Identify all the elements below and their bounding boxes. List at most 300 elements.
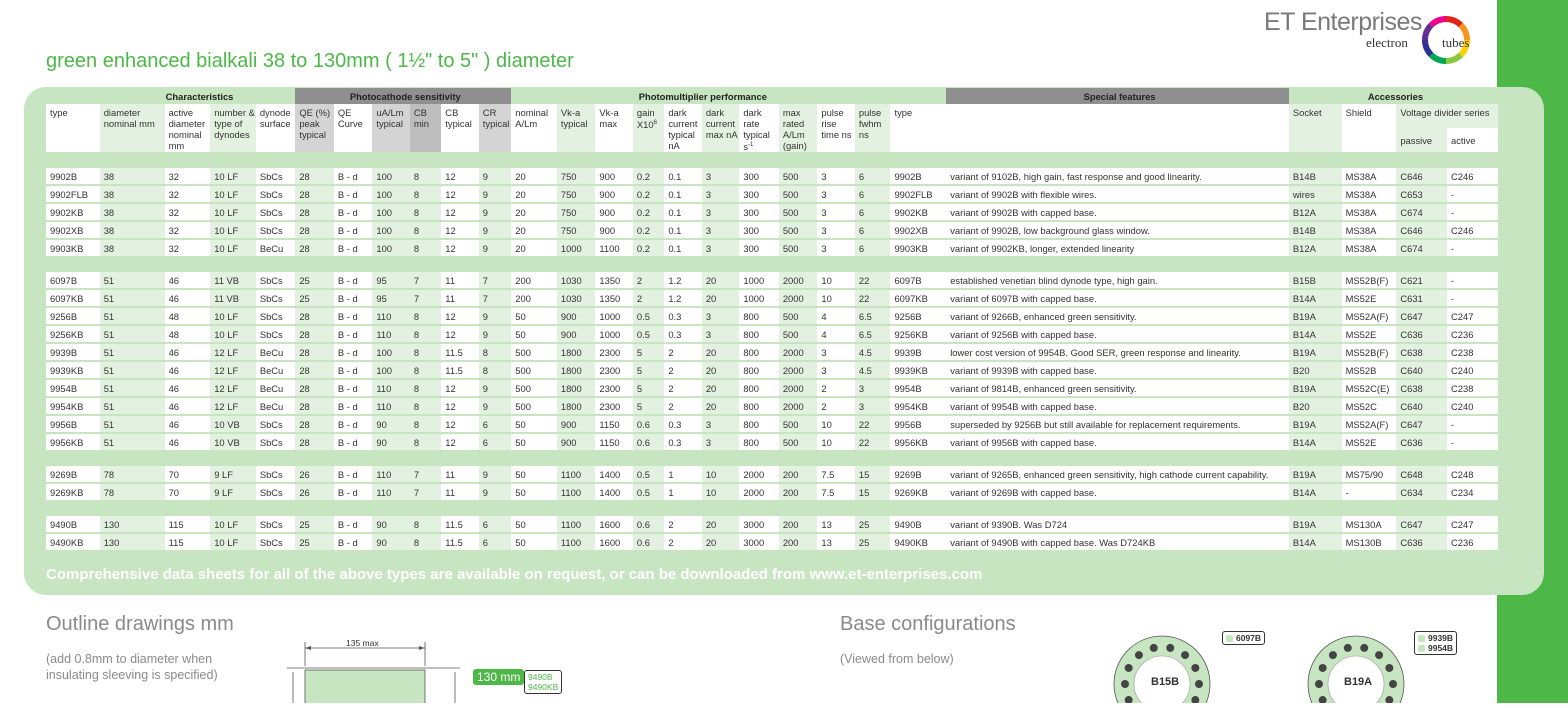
cell-type: 9939KB — [46, 361, 100, 379]
cell-vka-typical: 1030 — [557, 289, 596, 307]
cell-qe-curve: B - d — [334, 289, 373, 307]
b15b-pin-diagram — [1112, 632, 1212, 703]
cell-divider-passive: C621 — [1396, 271, 1447, 289]
cell-shield: - — [1342, 483, 1397, 500]
cell-special-features: established venetian blind dynode type, high gain. — [946, 271, 1289, 289]
cell-qe: 28 — [295, 185, 334, 203]
cell-active-diameter: 32 — [165, 203, 211, 221]
cell-socket: B20 — [1289, 397, 1342, 415]
cell-qe-curve: B - d — [334, 167, 373, 185]
outline-dimension-label: 135 max — [346, 638, 379, 648]
logo-ring-segment — [1431, 55, 1446, 61]
cell-pulse-rise: 13 — [817, 515, 855, 533]
group-spacer — [46, 256, 1498, 271]
group-pmt-performance: Photomultiplier performance — [511, 88, 890, 104]
cell-cb-typical: 12 — [441, 239, 479, 256]
cell-divider-passive: C640 — [1396, 397, 1447, 415]
cell-type-repeat: 9954KB — [890, 397, 946, 415]
table-row — [46, 307, 1498, 325]
cell-cb-min: 7 — [410, 465, 441, 483]
cell-active-diameter: 46 — [165, 361, 211, 379]
cell-cr-typical: 6 — [479, 533, 511, 550]
base-pin — [1181, 651, 1189, 659]
col-dynodes: number & type of dynodes — [210, 104, 256, 152]
cell-dynodes: 10 LF — [210, 533, 256, 550]
cell-qe: 28 — [295, 415, 334, 433]
cell-divider-active: C246 — [1447, 167, 1498, 185]
cell-cb-typical: 12 — [441, 307, 479, 325]
cell-pulse-fwhm: 6 — [855, 167, 891, 185]
cell-ua-lm: 110 — [372, 325, 410, 343]
cell-cb-min: 8 — [410, 185, 441, 203]
cell-cb-min: 7 — [410, 271, 441, 289]
cell-type-repeat: 9939KB — [890, 361, 946, 379]
col-diameter: diameter nominal mm — [100, 104, 165, 152]
cell-ua-lm: 100 — [372, 221, 410, 239]
cell-socket: B14A — [1289, 483, 1342, 500]
cell-diameter: 38 — [100, 185, 165, 203]
cell-vka-typical: 1100 — [557, 533, 596, 550]
base-configurations-note: (Viewed from below) — [840, 652, 954, 666]
cell-type: 9902XB — [46, 221, 100, 239]
cell-dark-current-typical: 0.3 — [664, 433, 702, 450]
base-pin — [1125, 664, 1133, 672]
cell-shield: MS52E — [1342, 433, 1397, 450]
cell-vka-max: 1350 — [595, 289, 633, 307]
col-passive: passive — [1396, 128, 1447, 152]
cell-cb-min: 8 — [410, 533, 441, 550]
cell-gain: 0.2 — [633, 221, 664, 239]
cell-ua-lm: 95 — [372, 289, 410, 307]
cell-special-features: variant of 9269B with capped base. — [946, 483, 1289, 500]
cell-cb-min: 7 — [410, 483, 441, 500]
cell-cb-min: 8 — [410, 433, 441, 450]
b19a-type-2-line — [1418, 643, 1453, 653]
gain-label: gain X10 — [636, 107, 655, 131]
col-qe: QE (%) peak typical — [295, 104, 334, 152]
cell-vka-max: 2300 — [595, 379, 633, 397]
b19a-type-1: 9939B — [1428, 633, 1454, 643]
cell-divider-passive: C646 — [1396, 167, 1447, 185]
col-dark-current-max: dark current max nA — [702, 104, 740, 152]
cell-qe-curve: B - d — [334, 483, 373, 500]
cell-cb-typical: 12 — [441, 415, 479, 433]
base-pin — [1344, 644, 1352, 652]
cell-dark-rate: 800 — [739, 397, 779, 415]
cell-shield: MS52E — [1342, 325, 1397, 343]
cell-nominal: 50 — [511, 307, 557, 325]
cell-dark-rate: 800 — [739, 343, 779, 361]
cell-active-diameter: 48 — [165, 307, 211, 325]
cell-cb-typical: 12 — [441, 203, 479, 221]
cell-gain: 5 — [633, 379, 664, 397]
cell-cb-min: 8 — [410, 379, 441, 397]
cell-qe-curve: B - d — [334, 343, 373, 361]
cell-qe: 28 — [295, 325, 334, 343]
cell-socket: B14B — [1289, 221, 1342, 239]
col-pulse-rise: pulse rise time ns — [817, 104, 855, 152]
cell-cb-min: 8 — [410, 343, 441, 361]
cell-qe-curve: B - d — [334, 239, 373, 256]
cell-gain: 0.6 — [633, 515, 664, 533]
cell-diameter: 38 — [100, 167, 165, 185]
cell-type: 9256KB — [46, 325, 100, 343]
cell-surface: SbCs — [256, 271, 296, 289]
cell-diameter: 78 — [100, 483, 165, 500]
cell-type-repeat: 9954B — [890, 379, 946, 397]
cell-divider-active: C247 — [1447, 307, 1498, 325]
cell-divider-passive: C653 — [1396, 185, 1447, 203]
cell-type: 9256B — [46, 307, 100, 325]
cell-ua-lm: 100 — [372, 167, 410, 185]
cell-divider-passive: C674 — [1396, 239, 1447, 256]
cell-surface: SbCs — [256, 167, 296, 185]
size-badge-130mm: 130 mm — [473, 669, 524, 685]
cell-dark-current-max: 3 — [702, 415, 740, 433]
cell-shield: MS38A — [1342, 221, 1397, 239]
table-row — [46, 271, 1498, 289]
cell-dark-current-typical: 0.3 — [664, 325, 702, 343]
cell-vka-max: 1400 — [595, 465, 633, 483]
cell-diameter: 51 — [100, 379, 165, 397]
cell-shield: MS52A(F) — [1342, 415, 1397, 433]
cell-vka-max: 2300 — [595, 397, 633, 415]
cell-cb-typical: 12 — [441, 325, 479, 343]
cell-type: 9269KB — [46, 483, 100, 500]
cell-vka-typical: 1000 — [557, 239, 596, 256]
cell-cb-typical: 11.5 — [441, 361, 479, 379]
cell-surface: BeCu — [256, 343, 296, 361]
cell-ua-lm: 110 — [372, 379, 410, 397]
cell-ua-lm: 110 — [372, 307, 410, 325]
cell-pulse-fwhm: 6 — [855, 185, 891, 203]
cell-type-repeat: 9939B — [890, 343, 946, 361]
cell-vka-typical: 1030 — [557, 271, 596, 289]
cell-type-repeat: 9490B — [890, 515, 946, 533]
col-gain — [633, 104, 664, 152]
cell-active-diameter: 115 — [165, 533, 211, 550]
dark-rate-label: dark rate typical s — [743, 107, 770, 153]
cell-cb-typical: 12 — [441, 397, 479, 415]
cell-cr-typical: 9 — [479, 203, 511, 221]
cell-vka-typical: 1800 — [557, 397, 596, 415]
base-pin — [1360, 644, 1368, 652]
cell-dynodes: 10 LF — [210, 325, 256, 343]
table-row — [46, 415, 1498, 433]
group-accessories: Accessories — [1289, 88, 1498, 104]
cell-socket: B14B — [1289, 167, 1342, 185]
footnote-link-text: Comprehensive data sheets for all of the above types are available on request, or can be downloaded from www.et-enterprises.com — [46, 566, 983, 583]
cell-qe: 26 — [295, 465, 334, 483]
b15b-type: 6097B — [1236, 633, 1262, 643]
base-configurations-title: Base configurations — [840, 613, 1016, 635]
col-shield: Shield — [1342, 104, 1397, 152]
base-b15b-diagram — [1112, 632, 1212, 703]
cell-shield: MS52C(E) — [1342, 379, 1397, 397]
cell-pulse-rise: 7.5 — [817, 465, 855, 483]
cell-pulse-fwhm: 15 — [855, 465, 891, 483]
cell-pulse-fwhm: 6 — [855, 203, 891, 221]
cell-cb-typical: 11.5 — [441, 343, 479, 361]
cell-special-features: variant of 6097B with capped base. — [946, 289, 1289, 307]
group-spacer — [46, 152, 1498, 167]
cell-cr-typical: 9 — [479, 307, 511, 325]
cell-surface: SbCs — [256, 533, 296, 550]
cell-type: 9902KB — [46, 203, 100, 221]
cell-dark-current-max: 20 — [702, 533, 740, 550]
col-cr-typical: CR typical — [479, 104, 511, 152]
cell-divider-active: - — [1447, 433, 1498, 450]
cell-pulse-rise: 3 — [817, 221, 855, 239]
cell-active-diameter: 46 — [165, 415, 211, 433]
table-row — [46, 397, 1498, 415]
cell-cr-typical: 9 — [479, 185, 511, 203]
cell-dynodes: 11 VB — [210, 271, 256, 289]
cell-pulse-rise: 2 — [817, 379, 855, 397]
cell-gain: 0.5 — [633, 465, 664, 483]
cell-divider-active: - — [1447, 203, 1498, 221]
cell-dark-current-typical: 1.2 — [664, 271, 702, 289]
cell-dark-current-max: 20 — [702, 397, 740, 415]
outline-type-1: 9490B — [528, 672, 553, 682]
cell-divider-passive: C647 — [1396, 515, 1447, 533]
table-row — [46, 167, 1498, 185]
cell-special-features: lower cost version of 9954B. Good SER, green response and linearity. — [946, 343, 1289, 361]
cell-dark-current-typical: 0.1 — [664, 239, 702, 256]
cell-nominal: 50 — [511, 515, 557, 533]
col-vka-max: Vk-a max — [595, 104, 633, 152]
cell-cb-min: 8 — [410, 515, 441, 533]
cell-divider-passive: C636 — [1396, 433, 1447, 450]
cell-diameter: 51 — [100, 415, 165, 433]
base-pin — [1389, 680, 1397, 688]
cell-ua-lm: 90 — [372, 533, 410, 550]
cell-dynodes: 10 LF — [210, 515, 256, 533]
cell-dark-current-typical: 0.1 — [664, 221, 702, 239]
column-header-row — [46, 104, 1498, 128]
cell-cb-min: 8 — [410, 325, 441, 343]
cell-surface: SbCs — [256, 289, 296, 307]
cell-dynodes: 10 LF — [210, 307, 256, 325]
cell-dark-rate: 1000 — [739, 289, 779, 307]
cell-cb-min: 8 — [410, 221, 441, 239]
cell-divider-active: - — [1447, 271, 1498, 289]
cell-cr-typical: 9 — [479, 167, 511, 185]
cell-max-rated: 2000 — [779, 397, 818, 415]
cell-max-rated: 200 — [779, 483, 818, 500]
cell-qe-curve: B - d — [334, 221, 373, 239]
cell-dark-rate: 3000 — [739, 515, 779, 533]
table-row — [46, 185, 1498, 203]
cell-cr-typical: 9 — [479, 325, 511, 343]
cell-socket: B19A — [1289, 307, 1342, 325]
cell-dark-current-max: 10 — [702, 465, 740, 483]
cell-socket: wires — [1289, 185, 1342, 203]
cell-type: 9490KB — [46, 533, 100, 550]
cell-surface: SbCs — [256, 325, 296, 343]
cell-type-repeat: 9902XB — [890, 221, 946, 239]
cell-dynodes: 12 LF — [210, 343, 256, 361]
cell-dark-rate: 2000 — [739, 483, 779, 500]
cell-shield: MS75/90 — [1342, 465, 1397, 483]
cell-vka-typical: 1800 — [557, 361, 596, 379]
cell-socket: B20 — [1289, 361, 1342, 379]
cell-vka-max: 1150 — [595, 433, 633, 450]
cell-vka-max: 1400 — [595, 483, 633, 500]
cell-special-features: superseded by 9256B but still available for replacement requirements. — [946, 415, 1289, 433]
cell-max-rated: 2000 — [779, 289, 818, 307]
cell-cb-min: 8 — [410, 361, 441, 379]
cell-type-repeat: 6097B — [890, 271, 946, 289]
col-qe-curve: QE Curve — [334, 104, 373, 152]
cell-shield: MS52E — [1342, 289, 1397, 307]
b19a-types-tag — [1414, 631, 1457, 655]
cell-vka-typical: 1800 — [557, 343, 596, 361]
group-spacer — [46, 500, 1498, 515]
cell-dark-current-max: 3 — [702, 433, 740, 450]
cell-socket: B12A — [1289, 239, 1342, 256]
col-pulse-fwhm: pulse fwhm ns — [855, 104, 891, 152]
cell-diameter: 51 — [100, 307, 165, 325]
cell-type-repeat: 9903KB — [890, 239, 946, 256]
cell-vka-max: 1600 — [595, 533, 633, 550]
b15b-type-tag — [1222, 631, 1265, 645]
cell-dynodes: 10 LF — [210, 239, 256, 256]
cell-vka-typical: 1100 — [557, 483, 596, 500]
b15b-label: B15B — [1151, 676, 1180, 688]
cell-special-features: variant of 9390B. Was D724 — [946, 515, 1289, 533]
cell-type-repeat: 9902FLB — [890, 185, 946, 203]
cell-dark-rate: 800 — [739, 415, 779, 433]
cell-surface: SbCs — [256, 307, 296, 325]
cell-divider-active: C248 — [1447, 465, 1498, 483]
cell-qe: 28 — [295, 361, 334, 379]
cell-qe-curve: B - d — [334, 533, 373, 550]
cell-cb-typical: 12 — [441, 185, 479, 203]
cell-qe-curve: B - d — [334, 379, 373, 397]
cell-shield: MS38A — [1342, 167, 1397, 185]
cell-special-features: variant of 9956B with capped base. — [946, 433, 1289, 450]
cell-active-diameter: 32 — [165, 221, 211, 239]
dark-rate-exponent: -1 — [748, 142, 754, 148]
cell-pulse-rise: 10 — [817, 415, 855, 433]
cell-pulse-fwhm: 25 — [855, 533, 891, 550]
cell-diameter: 51 — [100, 289, 165, 307]
cell-gain: 5 — [633, 397, 664, 415]
cell-special-features: variant of 9256B with capped base. — [946, 325, 1289, 343]
cell-ua-lm: 110 — [372, 483, 410, 500]
cell-surface: BeCu — [256, 397, 296, 415]
table-row — [46, 533, 1498, 550]
cell-qe: 25 — [295, 271, 334, 289]
cell-special-features: variant of 9266B, enhanced green sensitivity. — [946, 307, 1289, 325]
logo-ring-segment — [1431, 19, 1446, 25]
cell-qe: 25 — [295, 515, 334, 533]
cell-vka-typical: 900 — [557, 415, 596, 433]
cell-qe-curve: B - d — [334, 203, 373, 221]
tag-swatch — [1226, 635, 1233, 642]
cell-socket: B14A — [1289, 289, 1342, 307]
cell-special-features: variant of 9902B, low background glass window. — [946, 221, 1289, 239]
cell-dark-current-max: 20 — [702, 379, 740, 397]
cell-pulse-rise: 3 — [817, 203, 855, 221]
outline-type-2: 9490KB — [528, 682, 559, 692]
cell-pulse-rise: 3 — [817, 185, 855, 203]
cell-surface: SbCs — [256, 483, 296, 500]
cell-dark-current-max: 20 — [702, 271, 740, 289]
cell-gain: 0.2 — [633, 167, 664, 185]
cell-shield: MS130B — [1342, 533, 1397, 550]
cell-socket: B19A — [1289, 515, 1342, 533]
base-pin — [1375, 651, 1383, 659]
cell-pulse-rise: 2 — [817, 397, 855, 415]
cell-gain: 2 — [633, 271, 664, 289]
cell-cb-typical: 11 — [441, 465, 479, 483]
cell-dark-current-typical: 0.1 — [664, 167, 702, 185]
col-nominal: nominal A/Lm — [511, 104, 557, 152]
base-pin — [1150, 644, 1158, 652]
cell-type-repeat: 9256KB — [890, 325, 946, 343]
cell-nominal: 500 — [511, 397, 557, 415]
cell-cr-typical: 6 — [479, 515, 511, 533]
cell-surface: BeCu — [256, 361, 296, 379]
cell-nominal: 200 — [511, 271, 557, 289]
base-pin — [1191, 664, 1199, 672]
cell-dark-rate: 1000 — [739, 271, 779, 289]
cell-dark-current-typical: 2 — [664, 343, 702, 361]
cell-type-repeat: 6097KB — [890, 289, 946, 307]
cell-dynodes: 9 LF — [210, 465, 256, 483]
cell-gain: 5 — [633, 343, 664, 361]
cell-diameter: 51 — [100, 271, 165, 289]
cell-qe: 28 — [295, 397, 334, 415]
cell-divider-passive: C631 — [1396, 289, 1447, 307]
cell-dark-rate: 300 — [739, 221, 779, 239]
cell-nominal: 500 — [511, 379, 557, 397]
cell-divider-active: - — [1447, 185, 1498, 203]
col-socket: Socket — [1289, 104, 1342, 152]
cell-diameter: 38 — [100, 239, 165, 256]
cell-cb-min: 8 — [410, 397, 441, 415]
cell-dynodes: 10 LF — [210, 203, 256, 221]
cell-ua-lm: 90 — [372, 515, 410, 533]
cell-cb-min: 8 — [410, 307, 441, 325]
cell-pulse-fwhm: 3 — [855, 397, 891, 415]
cell-divider-active: C240 — [1447, 397, 1498, 415]
cell-active-diameter: 48 — [165, 325, 211, 343]
cell-type-repeat: 9490KB — [890, 533, 946, 550]
cell-pulse-fwhm: 22 — [855, 433, 891, 450]
cell-pulse-fwhm: 4.5 — [855, 361, 891, 379]
cell-socket: B15B — [1289, 271, 1342, 289]
cell-type: 9954B — [46, 379, 100, 397]
cell-type-repeat: 9256B — [890, 307, 946, 325]
cell-cb-min: 8 — [410, 167, 441, 185]
cell-dark-current-typical: 0.1 — [664, 203, 702, 221]
cell-gain: 0.5 — [633, 483, 664, 500]
cell-special-features: variant of 9902B with flexible wires. — [946, 185, 1289, 203]
b19a-type-1-line — [1418, 633, 1453, 643]
cell-gain: 2 — [633, 289, 664, 307]
cell-socket: B14A — [1289, 325, 1342, 343]
cell-dark-current-max: 3 — [702, 221, 740, 239]
cell-type-repeat: 9956B — [890, 415, 946, 433]
logo-ring-segment — [1425, 25, 1431, 40]
cell-dark-current-max: 20 — [702, 289, 740, 307]
logo-ring-segment — [1446, 55, 1461, 61]
tag-swatch — [1418, 635, 1425, 642]
cell-type: 9956KB — [46, 433, 100, 450]
